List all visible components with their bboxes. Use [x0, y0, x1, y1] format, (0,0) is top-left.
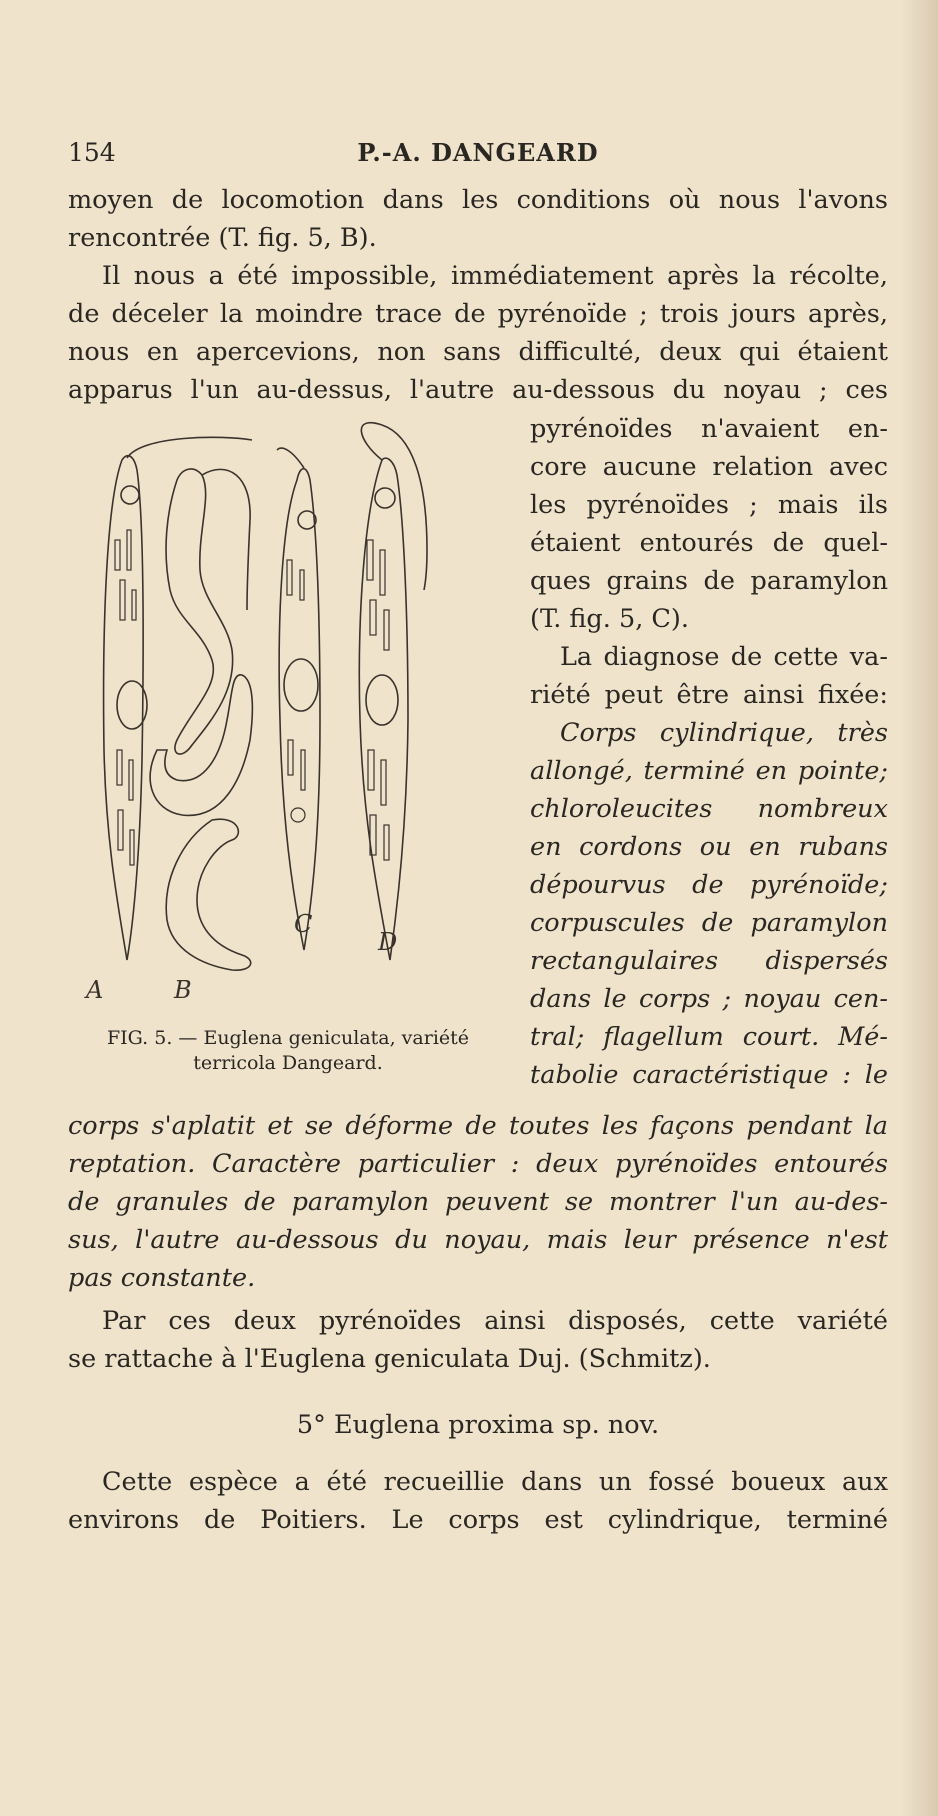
figure-euglena: [82, 420, 512, 1020]
section-heading: 5° Euglena proxima sp. nov.: [296, 1410, 660, 1440]
right-col-line-6: (T. fig. 5, C).: [530, 604, 689, 634]
figure-label-d: D: [378, 928, 398, 956]
euglena-drawing: [82, 420, 512, 1020]
right-col-line-4: étaient entourés de quel-: [530, 528, 888, 558]
body-line-4: de déceler la moindre trace de pyrénoïde ; trois jours après,: [68, 299, 888, 329]
continuation-line-2: reptation. Caractère particulier : deux pyrénoïdes entourés: [68, 1149, 888, 1179]
cell-b-flagellum: [202, 469, 250, 610]
right-col-line-8: riété peut être ainsi fixée:: [530, 680, 888, 710]
right-col-line-16: dans le corps ; noyau cen-: [530, 984, 888, 1014]
page-header: [68, 138, 888, 172]
continuation-line-3: de granules de paramylon peuvent se montrer l'un au-des-: [68, 1187, 888, 1217]
final-line-1: Cette espèce a été recueillie dans un fossé boueux aux: [102, 1467, 888, 1497]
cell-a-outline: [104, 456, 144, 960]
continuation-line-1: corps s'aplatit et se déforme de toutes les façons pendant la: [68, 1111, 888, 1141]
cell-c-flagellum: [277, 448, 304, 468]
cell-a-flagellum: [127, 437, 252, 458]
right-col-line-3: les pyrénoïdes ; mais ils: [530, 490, 888, 520]
right-col-line-5: ques grains de paramylon: [530, 566, 888, 596]
cell-b-upper-outline: [166, 469, 233, 754]
cell-b-middle-outline: [150, 675, 252, 816]
right-col-line-12: en cordons ou en rubans: [530, 832, 888, 862]
figure-label-b: B: [174, 976, 192, 1004]
body-line-3: Il nous a été impossible, immédiatement après la récolte,: [102, 261, 888, 291]
right-col-line-1: pyrénoïdes n'avaient en-: [530, 414, 888, 444]
continuation-line-5: pas constante.: [68, 1263, 256, 1293]
running-head: P.-A. DANGEARD: [357, 138, 599, 167]
page-number: 154: [68, 138, 116, 167]
figure-label-c: C: [294, 910, 313, 938]
closing-line-1: Par ces deux pyrénoïdes ainsi disposés, cette variété: [102, 1306, 888, 1336]
right-col-line-14: corpuscules de paramylon: [530, 908, 888, 938]
closing-line-2: se rattache à l'Euglena geniculata Duj. (Schmitz).: [68, 1344, 711, 1374]
right-col-line-17: tral; flagellum court. Mé-: [530, 1022, 888, 1052]
cell-b-lower-outline: [166, 819, 250, 970]
figure-caption-line-2: terricola Dangeard.: [193, 1052, 383, 1074]
right-col-line-11: chloroleucites nombreux: [530, 794, 888, 824]
right-col-line-10: allongé, terminé en pointe;: [530, 756, 888, 786]
continuation-line-4: sus, l'autre au-dessous du noyau, mais leur présence n'est: [68, 1225, 888, 1255]
body-line-5: nous en apercevions, non sans difficulté, deux qui étaient: [68, 337, 888, 367]
right-col-line-18: tabolie caractéristique : le: [530, 1060, 888, 1090]
right-col-line-13: dépourvus de pyrénoïde;: [530, 870, 888, 900]
body-line-6: apparus l'un au-dessus, l'autre au-dessous du noyau ; ces: [68, 375, 888, 405]
figure-caption-line-1: FIG. 5. — Euglena geniculata, variété: [106, 1027, 470, 1049]
final-line-2: environs de Poitiers. Le corps est cylindrique, terminé: [68, 1505, 888, 1535]
cell-c-outline: [279, 469, 320, 950]
right-col-line-2: core aucune relation avec: [530, 452, 888, 482]
figure-label-a: A: [86, 976, 104, 1004]
right-col-line-15: rectangulaires dispersés: [530, 946, 888, 976]
body-line-1: moyen de locomotion dans les conditions où nous l'avons: [68, 185, 888, 215]
right-col-line-7: La diagnose de cette va-: [560, 642, 888, 672]
body-line-2: rencontrée (T. fig. 5, B).: [68, 223, 377, 253]
right-col-line-9: Corps cylindrique, très: [560, 718, 888, 748]
